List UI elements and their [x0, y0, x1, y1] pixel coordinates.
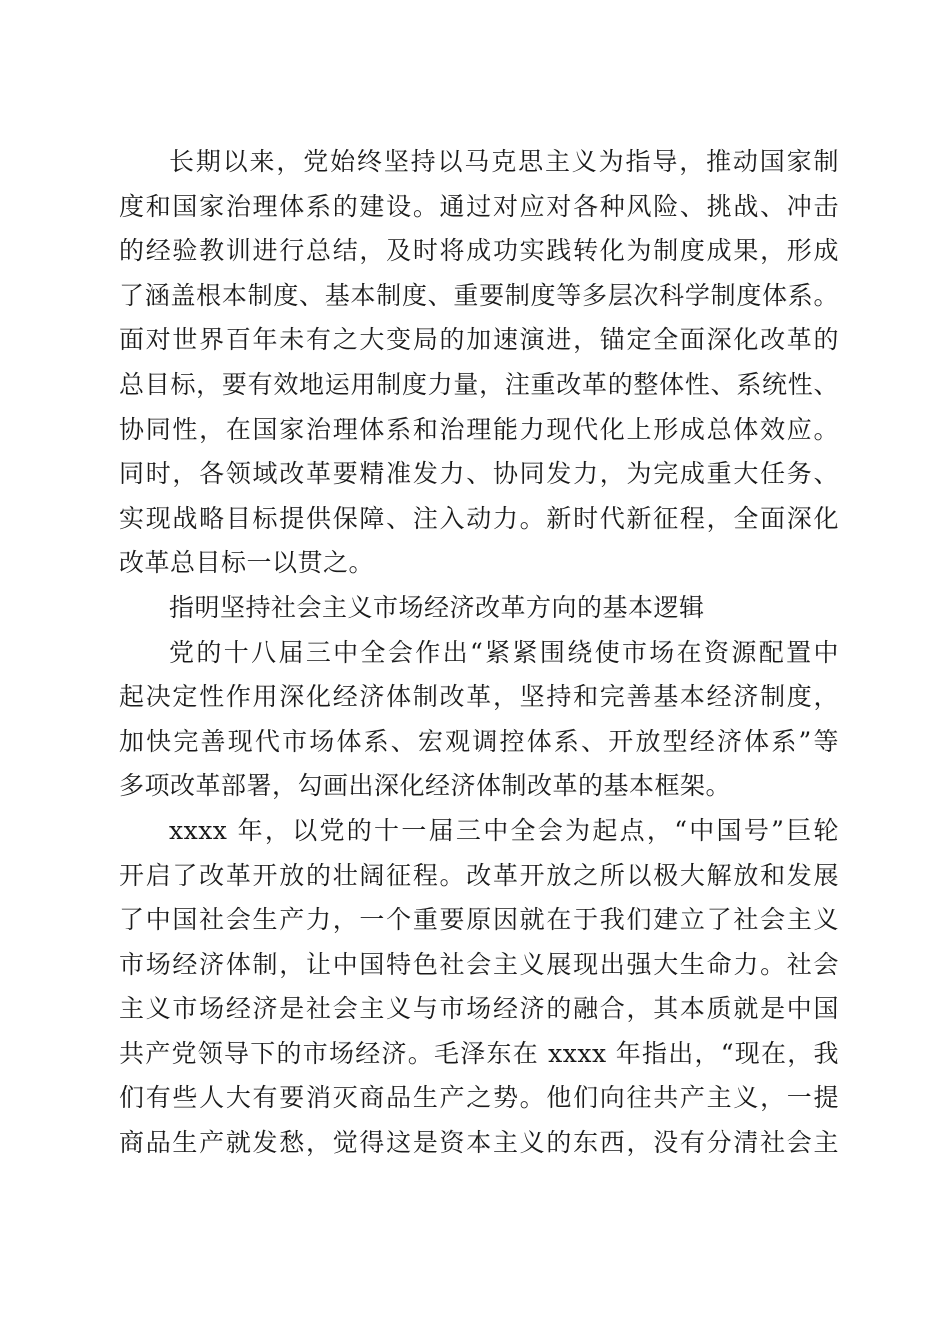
text-line: 的经验教训进行总结，及时将成功实践转化为制度成果，形成: [119, 236, 839, 266]
text-line: 加快完善现代市场体系、宏观调控体系、开放型经济体系”等: [119, 726, 839, 756]
text-line: 长期以来，党始终坚持以马克思主义为指导，推动国家制: [169, 147, 839, 176]
text-line: xxxx 年，以党的十一届三中全会为起点，“中国号”巨轮: [169, 815, 839, 845]
text-line: 同时，各领域改革要精准发力、协同发力，为完成重大任务、: [119, 459, 839, 489]
text-line: 实现战略目标提供保障、注入动力。新时代新征程，全面深化: [119, 503, 839, 533]
text-line: 度和国家治理体系的建设。通过对应对各种风险、挑战、冲击: [119, 191, 839, 221]
section-heading: [119, 586, 839, 631]
text-line: 市场经济体制，让中国特色社会主义展现出强大生命力。社会: [119, 949, 839, 979]
text-line: 多项改革部署，勾画出深化经济体制改革的基本框架。: [119, 771, 732, 801]
text-line: 商品生产就发愁，觉得这是资本主义的东西，没有分清社会主: [119, 1128, 839, 1158]
heading-text: 指明坚持社会主义市场经济改革方向的基本逻辑: [169, 592, 705, 622]
text-line: 了涵盖根本制度、基本制度、重要制度等多层次科学制度体系。: [119, 280, 839, 310]
paragraph: [119, 140, 839, 586]
paragraph: [119, 809, 839, 1166]
paragraph: [119, 631, 839, 809]
text-line: 主义市场经济是社会主义与市场经济的融合，其本质就是中国: [119, 994, 839, 1024]
text-line: 面对世界百年未有之大变局的加速演进，锚定全面深化改革的: [119, 325, 839, 355]
text-line: 们有些人大有要消灭商品生产之势。他们向往共产主义，一提: [119, 1083, 839, 1113]
text-line: 共产党领导下的市场经济。毛泽东在 xxxx 年指出，“现在，我: [119, 1038, 839, 1068]
text-line: 开启了改革开放的壮阔征程。改革开放之所以极大解放和发展: [119, 860, 839, 890]
text-line: 总目标，要有效地运用制度力量，注重改革的整体性、系统性、: [119, 369, 839, 399]
text-line: 起决定性作用深化经济体制改革，坚持和完善基本经济制度，: [119, 682, 839, 712]
text-line: 协同性，在国家治理体系和治理能力现代化上形成总体效应。: [119, 414, 839, 444]
text-line: 了中国社会生产力，一个重要原因就在于我们建立了社会主义: [119, 905, 839, 935]
text-line: 改革总目标一以贯之。: [119, 548, 375, 578]
document-body: [119, 140, 839, 1166]
text-line: 党的十八届三中全会作出“紧紧围绕使市场在资源配置中: [169, 637, 839, 667]
